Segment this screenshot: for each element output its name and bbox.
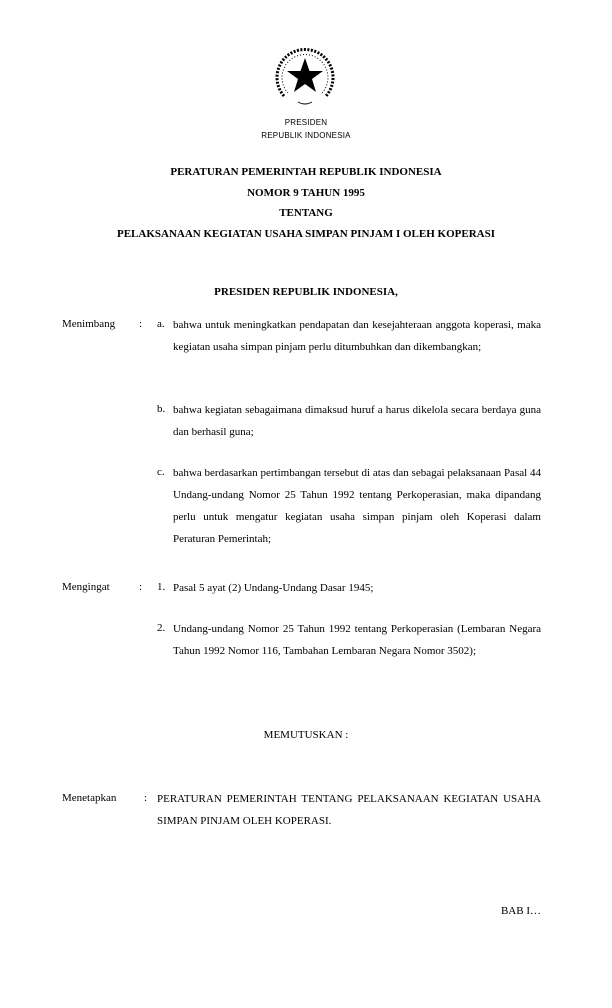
title-line-1: PERATURAN PEMERINTAH REPUBLIK INDONESIA [170,166,442,178]
menimbang-label: Menimbang [62,318,116,330]
item-number: c. [157,466,165,478]
memutuskan-heading: MEMUTUSKAN : [263,729,349,741]
title-line-2: NOMOR 9 TAHUN 1995 [247,186,365,199]
item-number: 1. [157,581,166,593]
presidential-seal-emblem [272,44,338,110]
mengingat-colon: : [139,581,143,593]
title-line-3: TENTANG [279,207,333,220]
menimbang-colon: : [139,318,143,330]
menimbang-item-c: bahwa berdasarkan pertimbangan tersebut di atas dan sebagai pelaksanaan Pasal 44 Undang-undang Nomor 25 Tahun 1992 tentang Perkoperasian, maka dipandang perlu untuk mengatur kegiatan usaha simpan pinjam oleh Koperasi dalam Peraturan Pemerintah; [173,467,541,545]
menetapkan-text: PERATURAN PEMERINTAH TENTANG PELAKSANAAN KEGIATAN USAHA SIMPAN PINJAM OLEH KOPERASI. [157,793,541,827]
document-title [0,162,612,245]
title-line-4: PELAKSANAAN KEGIATAN USAHA SIMPAN PINJAM I OLEH KOPERASI [116,228,495,241]
mengingat-label: Mengingat [62,581,110,593]
menimbang-item-a: bahwa untuk meningkatkan pendapatan dan kesejahteraan anggota koperasi, maka kegiatan usaha simpan pinjam perlu ditumbuhkan dan dikembangkan; [173,319,541,353]
menetapkan-label: Menetapkan [62,792,117,804]
item-number: b. [157,403,166,415]
mengingat-item-1: Pasal 5 ayat (2) Undang-Undang Dasar 1945; [173,582,374,594]
president-heading: PRESIDEN REPUBLIK INDONESIA, [214,286,398,298]
continuation-marker: BAB I… [500,905,541,917]
item-number: a. [157,318,165,330]
menimbang-item-b: bahwa kegiatan sebagaimana dimaksud huruf a harus dikelola secara berdaya guna dan berhasil guna; [173,404,541,438]
emblem-caption-republik: REPUBLIK INDONESIA [261,131,351,140]
emblem-caption-presiden: PRESIDEN [284,118,328,127]
menetapkan-colon: : [144,792,148,804]
item-number: 2. [157,622,166,634]
mengingat-item-2: Undang-undang Nomor 25 Tahun 1992 tentang Perkoperasian (Lembaran Negara Tahun 1992 Nomor 116, Tambahan Lembaran Negara Nomor 3502); [173,623,541,657]
